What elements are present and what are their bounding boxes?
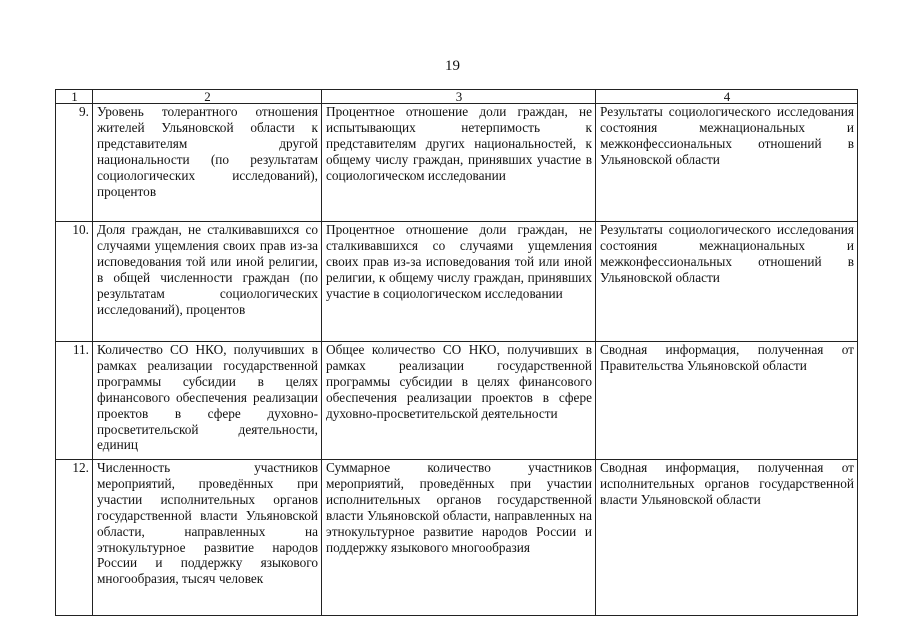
indicator-cell: Уровень толерантного отношения жителей Ульяновской области к представителям другой национальности (по результатам социологических исследований), процентов [93,104,322,222]
table-header-row [56,90,858,104]
row-number: 10. [56,222,93,342]
source-cell: Сводная информация, полученная от исполнительных органов государственной власти Ульяновской области [596,460,858,616]
method-cell: Процентное отношение доли граждан, не испытывающих нетерпимость к представителям других национальностей, к общему числу граждан, принявших участие в социологическом исследовании [322,104,596,222]
method-cell: Общее количество СО НКО, получивших в рамках реализации государственной программы субсидии в целях финансового обеспечения реализации проектов в сфере духовно-просветительской деятельности [322,342,596,460]
table-row [56,342,858,460]
table-row [56,104,858,222]
indicator-cell: Количество СО НКО, получивших в рамках реализации государственной программы субсидии в целях финансового обеспечения реализации проектов в сфере духовно-просветительской деятельности, единиц [93,342,322,460]
indicators-table [55,89,858,616]
source-cell: Сводная информация, полученная от Правительства Ульяновской области [596,342,858,460]
indicator-cell: Численность участников мероприятий, проведённых при участии исполнительных органов государственной власти Ульяновской области, направленных на этнокультурное развитие народов России и поддержку языкового многообразия, тысяч человек [93,460,322,616]
column-header-4: 4 [596,90,858,104]
row-number: 11. [56,342,93,460]
method-cell: Процентное отношение доли граждан, не сталкивавшихся со случаями ущемления своих прав из-за исповедования той или иной религии, к общему числу граждан, принявших участие в социологическом исследовании [322,222,596,342]
table-row [56,222,858,342]
source-cell: Результаты социологического исследования состояния межнациональных и межконфессиональных отношений в Ульяновской области [596,104,858,222]
indicator-cell: Доля граждан, не сталкивавшихся со случаями ущемления своих прав из-за исповедования той или иной религии, в общей численности граждан (по результатам социологических исследований), процентов [93,222,322,342]
method-cell: Суммарное количество участников мероприятий, проведённых при участии исполнительных органов государственной власти Ульяновской области, направленных на этнокультурное развитие народов России и поддержку языкового многообразия [322,460,596,616]
page-number: 19 [445,58,460,74]
source-cell: Результаты социологического исследования состояния межнациональных и межконфессиональных отношений в Ульяновской области [596,222,858,342]
column-header-1: 1 [56,90,93,104]
table-row [56,460,858,616]
row-number: 9. [56,104,93,222]
column-header-3: 3 [322,90,596,104]
column-header-2: 2 [93,90,322,104]
row-number: 12. [56,460,93,616]
